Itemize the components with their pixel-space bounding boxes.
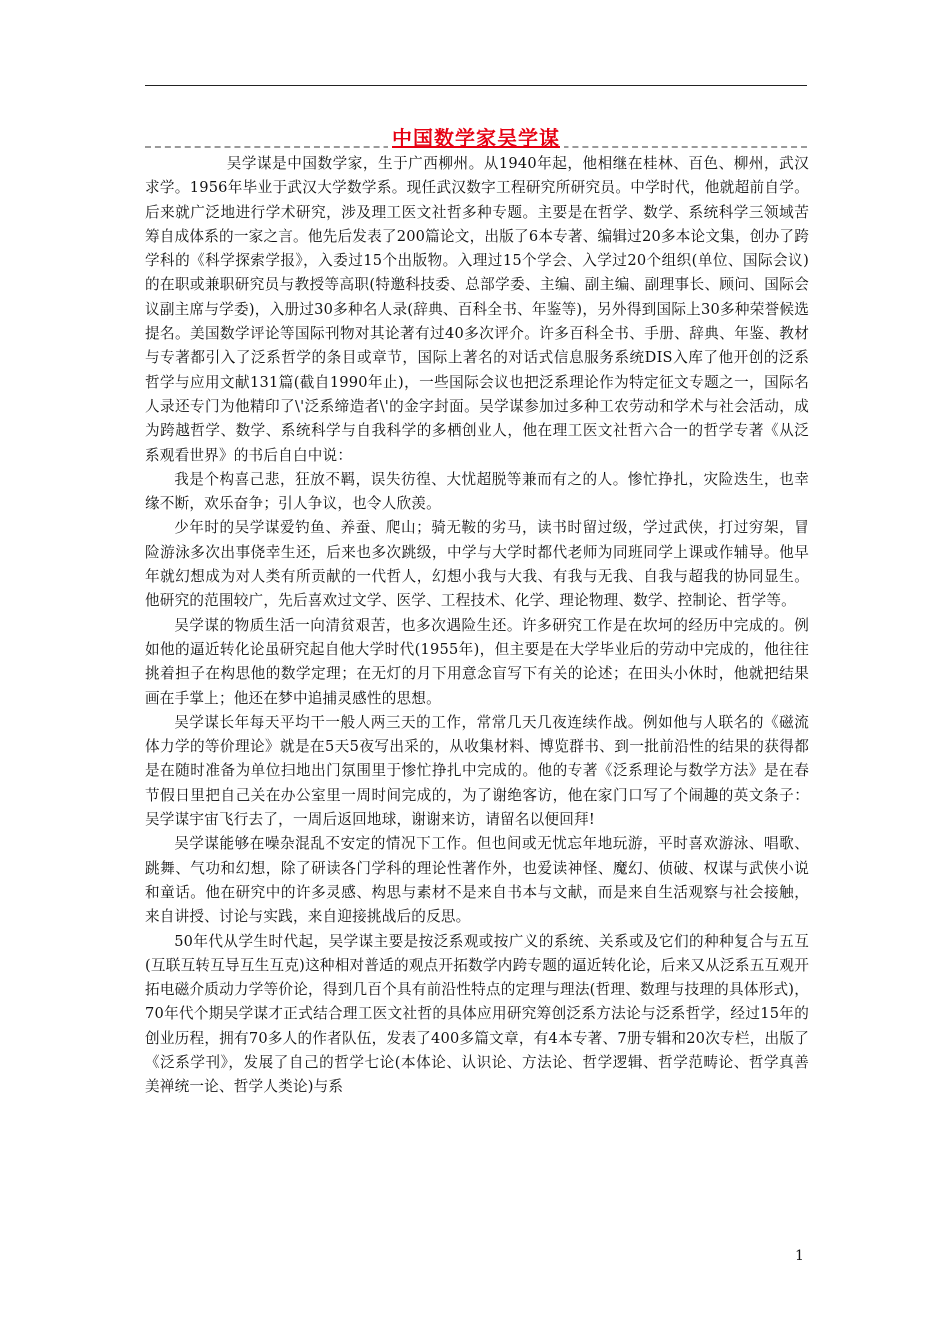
title-row	[145, 120, 807, 154]
document-title-container	[145, 122, 807, 151]
document-title: 中国数学家吴学谋	[388, 126, 564, 150]
paragraph-4: 吴学谋的物质生活一向清贫艰苦，也多次遇险生还。许多研究工作是在坎坷的经历中完成的。例如他的逼近转化论虽研究起自他大学时代(1955年)，但主要是在大学毕业后的劳动中完成的，他往往挑着担子在构思他的数学定理；在无灯的月下用意念盲写下有关的论述；在田头小休时，他就把结果画在手掌上；他还在梦中追捕灵感性的思想。	[145, 616, 809, 707]
paragraph-5: 吴学谋长年每天平均干一般人两三天的工作，常常几天几夜连续作战。例如他与人联名的《磁流体力学的等价理论》就是在5天5夜写出采的，从收集材料、博览群书、到一批前沿性的结果的获得都是在随时准备为单位扫地出门氛围里于惨忙挣扎中完成的。他的专著《泛系理论与数学方法》是在春节假日里把自己关在办公室里一周时间完成的，为了谢绝客访，他在家门口写了个闹趣的英文条子：吴学谋宇宙飞行去了，一周后返回地球，谢谢来访，请留名以便回拜!	[145, 713, 809, 829]
paragraph-2: 我是个构喜己悲，狂放不羁，误失彷徨、大忧超脱等兼而有之的人。惨忙挣扎，灾险迭生，也幸缘不断，欢乐奋争；引人争议，也令人欣羡。	[145, 470, 809, 513]
paragraph-7: 50年代从学生时代起，吴学谋主要是按泛系观或按广义的系统、关系或及它们的种种复合与五互(互联互转互导互生互克)这种相对普适的观点开拓数学内跨专题的逼近转化论，后来又从泛系五互观开拓电磁介质动力学等价论，得到几百个具有前沿性特点的定理与理法(哲理、数理与技理的具体形式)，70年代个期吴学谋才正式结合理工医文社哲的具体应用研究筹创泛系方法论与泛系哲学，经过15年的创业历程，拥有70多人的作者队伍，发表了400多篇文章，有4本专著、7册专辑和20次专栏，出版了《泛系学刊》，发展了自己的哲学七论(本体论、认识论、方法论、哲学逻辑、哲学范畴论、哲学真善美禅统一论、哲学人类论)与系	[145, 932, 809, 1096]
paragraph-3: 少年时的吴学谋爱钓鱼、养蚕、爬山；骑无鞍的劣马，读书时留过级，学过武侠，打过穷架，冒险游泳多次出事侥幸生还，后来也多次跳级，中学与大学时都代老师为同班同学上课或作辅导。他早年就幻想成为对人类有所贡献的一代哲人，幻想小我与大我、有我与无我、自我与超我的协同显生。他研究的范围较广，先后喜欢过文学、医学、工程技术、化学、理论物理、数学、控制论、哲学等。	[145, 519, 809, 610]
page-number: 1	[795, 1248, 804, 1264]
header-rule	[145, 85, 807, 86]
paragraph-6: 吴学谋能够在噪杂混乱不安定的情况下工作。但也间或无忧忘年地玩游，平时喜欢游泳、唱歌、跳舞、气功和幻想，除了研读各门学科的理论性著作外，也爱读神怪、魔幻、侦破、权谋与武侠小说和童话。他在研究中的许多灵感、构思与素材不是来自书本与文献，而是来自生活观察与社会接触，来自讲授、讨论与实践，来自迎接挑战后的反思。	[145, 835, 809, 926]
document-body	[145, 152, 809, 1100]
paragraph-1: 吴学谋是中国数学家，生于广西柳州。从1940年起，他相继在桂林、百色、柳州，武汉求学。1956年毕业于武汉大学数学系。现任武汉数字工程研究所研究员。中学时代，他就超前自学。后来就广泛地进行学术研究，涉及理工医文社哲多种专题。主要是在哲学、数学、系统科学三领域苦筹自成体系的一家之言。他先后发表了200篇论文，出版了6本专著、编辑过20多本论文集，创办了跨学科的《科学探索学报》，入委过15个出版物。入理过15个学会、入学过20个组织(单位、国际会议)的在职或兼职研究员与教授等高职(特邀科技委、总部学委、主编、副主编、副理事长、顾问、国际会议副主席与学委)，入册过30多种名人录(辞典、百科全书、年鉴等)，另外得到国际上30多种荣誉候选提名。美国数学评论等国际刊物对其论著有过40多次评介。许多百科全书、手册、辞典、年鉴、教材与专著都引入了泛系哲学的条目或章节，国际上著名的对话式信息服务系统DIS入库了他开创的泛系哲学与应用文献131篇(截自1990年止)，一些国际会议也把泛系理论作为特定征文专题之一，国际名人录还专门为他精印了\'泛系缔造者\'的金字封面。吴学谋参加过多种工农劳动和学术与社会活动，成为跨越哲学、数学、系统科学与自我科学的多栖创业人，他在理工医文社哲六合一的哲学专著《从泛系观看世界》的书后自白中说：	[145, 155, 809, 464]
